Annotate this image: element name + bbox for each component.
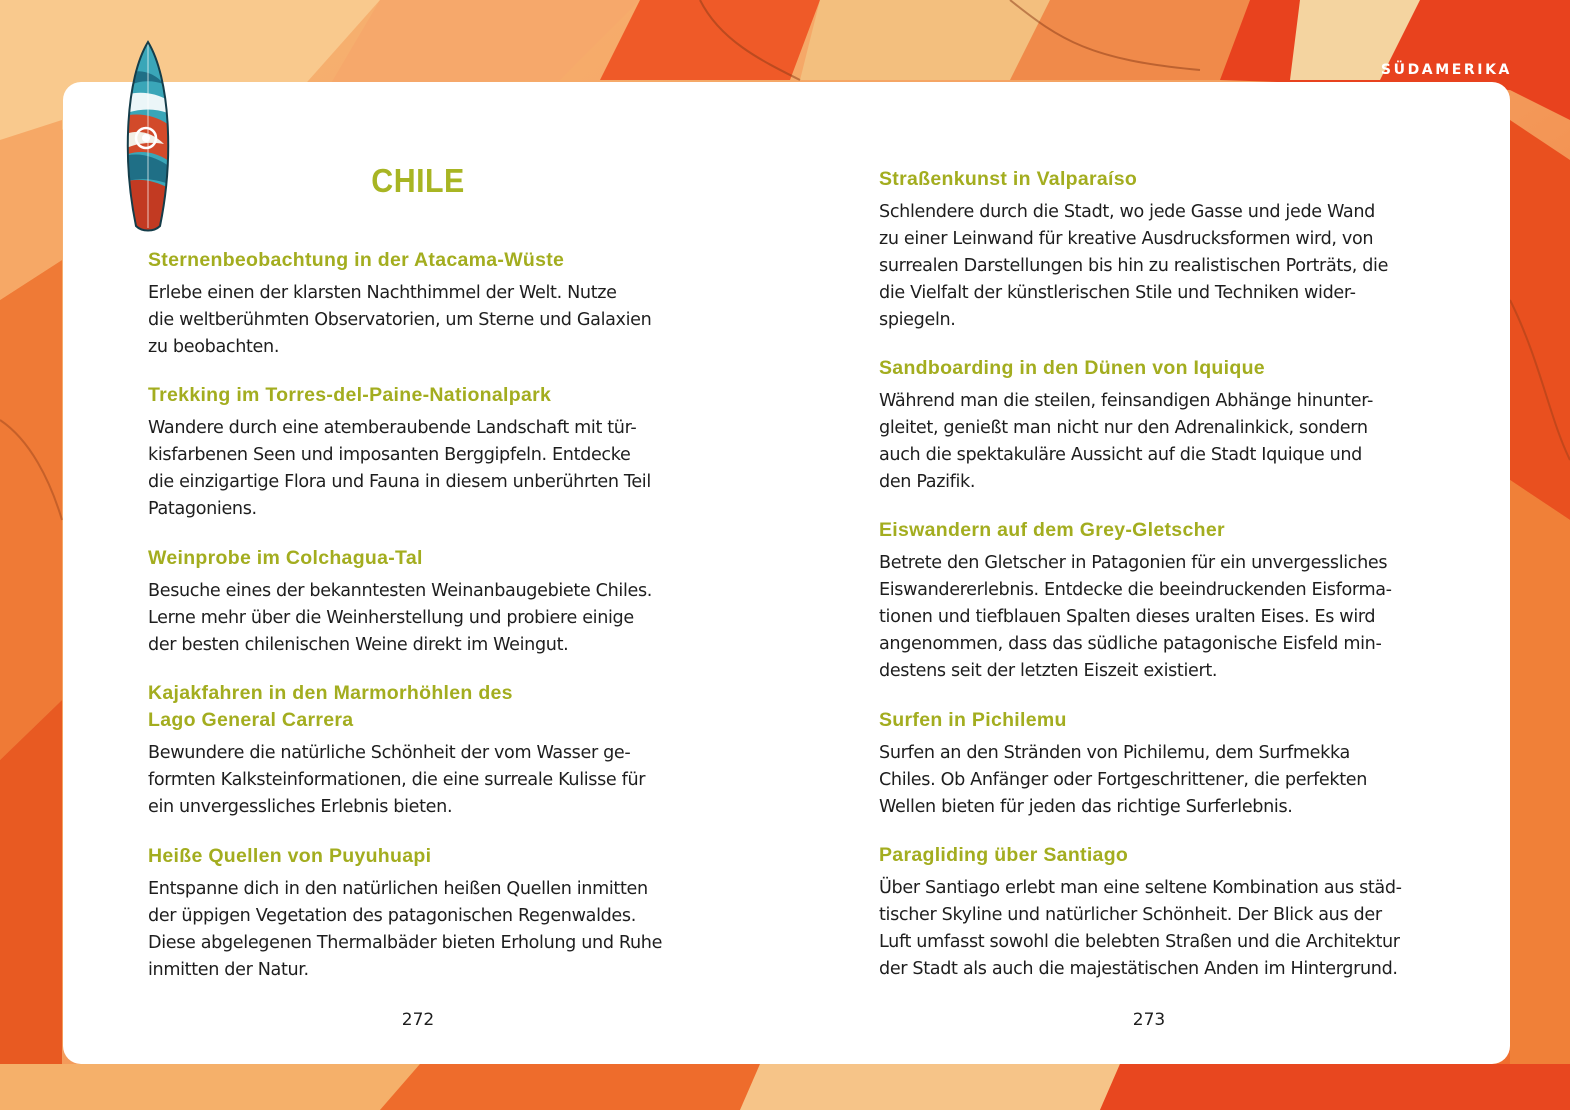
activity-description [148,280,708,361]
activity-item [148,382,708,523]
activity-item [879,517,1439,685]
activity-description [879,740,1439,821]
text-line: kisfarbenen Seen und imposanten Berggipfeln. Entdecke [148,445,631,465]
text-line: Wellen bieten für jeden das richtige Surferlebnis. [879,797,1293,817]
text-line: Über Santiago erlebt man eine seltene Kombination aus städ- [879,878,1402,898]
page-number: 272 [401,1010,435,1030]
text-line: Eiswandererlebnis. Entdecke die beeindruckenden Eisforma- [879,580,1392,600]
text-line: tischer Skyline und natürlicher Schönheit. Der Blick aus der [879,905,1382,925]
activity-description [879,875,1439,983]
text-line: tionen und tiefblauen Spalten dieses uralten Eises. Es wird [879,607,1376,627]
text-line: die weltberühmten Observatorien, um Sterne und Galaxien [148,310,652,330]
text-line: der üppigen Vegetation des patagonischen Regenwaldes. [148,906,636,926]
activity-heading [148,382,708,409]
text-line: ein unvergessliches Erlebnis bieten. [148,797,453,817]
surfboard-icon [108,38,188,234]
text-line: die Vielfalt der künstlerischen Stile und Techniken wider- [879,283,1356,303]
activity-heading [148,545,708,572]
activity-heading [148,680,708,734]
text-line: Bewundere die natürliche Schönheit der vom Wasser ge- [148,743,631,763]
text-line: der Stadt als auch die majestätischen Anden im Hintergrund. [879,959,1398,979]
text-line: Surfen an den Stränden von Pichilemu, dem Surfmekka [879,743,1350,763]
activity-description [879,388,1439,496]
activity-description [148,740,708,821]
activity-item [879,707,1439,821]
text-line: surrealen Darstellungen bis hin zu realistischen Porträts, die [879,256,1389,276]
text-line: Chiles. Ob Anfänger oder Fortgeschrittener, die perfekten [879,770,1368,790]
activity-item [879,166,1439,334]
text-line: zu beobachten. [148,337,280,357]
text-line: angenommen, dass das südliche patagonische Eisfeld min- [879,634,1382,654]
heading-line: Kajakfahren in den Marmorhöhlen des [148,682,513,704]
text-line: Während man die steilen, feinsandigen Abhänge hinunter- [879,391,1373,411]
text-line: Entspanne dich in den natürlichen heißen Quellen inmitten [148,879,648,899]
activity-description [148,415,708,523]
text-line: inmitten der Natur. [148,960,309,980]
activity-item [148,843,708,984]
activity-heading [879,355,1439,382]
activity-heading [879,517,1439,544]
heading-line: Trekking im Torres-del-Paine-Nationalpark [148,384,552,406]
book-spread [63,82,1510,1064]
heading-line: Weinprobe im Colchagua-Tal [148,547,423,569]
text-line: gleitet, genießt man nicht nur den Adrenalinkick, sondern [879,418,1368,438]
activity-item [879,842,1439,983]
text-line: Wandere durch eine atemberaubende Landschaft mit tür- [148,418,637,438]
page-title: CHILE [371,162,465,199]
activity-heading [879,707,1439,734]
region-label: SÜDAMERIKA [1380,62,1512,78]
activity-description [148,578,708,659]
activity-heading [148,843,708,870]
activity-heading [879,842,1439,869]
activity-description [879,550,1439,685]
text-line: auch die spektakuläre Aussicht auf die Stadt Iquique und [879,445,1362,465]
heading-line: Sandboarding in den Dünen von Iquique [879,357,1265,379]
heading-line: Lago General Carrera [148,709,354,731]
activity-item [148,680,708,821]
text-line: Betrete den Gletscher in Patagonien für ein unvergessliches [879,553,1388,573]
activity-description [148,876,708,984]
text-line: Patagoniens. [148,499,257,519]
heading-line: Straßenkunst in Valparaíso [879,168,1138,190]
text-line: Erlebe einen der klarsten Nachthimmel der Welt. Nutze [148,283,617,303]
text-line: Diese abgelegenen Thermalbäder bieten Erholung und Ruhe [148,933,663,953]
text-line: Luft umfasst sowohl die belebten Straßen und die Architektur [879,932,1400,952]
text-line: Lerne mehr über die Weinherstellung und probiere einige [148,608,634,628]
text-line: die einzigartige Flora und Fauna in diesem unberührten Teil [148,472,651,492]
text-line: den Pazifik. [879,472,976,492]
activity-item [148,247,708,361]
heading-line: Heiße Quellen von Puyuhuapi [148,845,432,867]
heading-line: Eiswandern auf dem Grey-Gletscher [879,519,1225,541]
text-line: spiegeln. [879,310,956,330]
text-line: formten Kalksteinformationen, die eine surreale Kulisse für [148,770,646,790]
heading-line: Paragliding über Santiago [879,844,1129,866]
heading-line: Sternenbeobachtung in der Atacama-Wüste [148,249,565,271]
text-line: Schlendere durch die Stadt, wo jede Gasse und jede Wand [879,202,1375,222]
activity-heading [148,247,708,274]
heading-line: Surfen in Pichilemu [879,709,1067,731]
activity-description [879,199,1439,334]
text-line: der besten chilenischen Weine direkt im Weingut. [148,635,569,655]
text-line: Besuche eines der bekanntesten Weinanbaugebiete Chiles. [148,581,653,601]
activity-heading [879,166,1439,193]
activity-item [879,355,1439,496]
text-line: zu einer Leinwand für kreative Ausdrucksformen wird, von [879,229,1374,249]
text-line: destens seit der letzten Eiszeit existiert. [879,661,1218,681]
page-number: 273 [1132,1010,1166,1030]
activity-item [148,545,708,659]
